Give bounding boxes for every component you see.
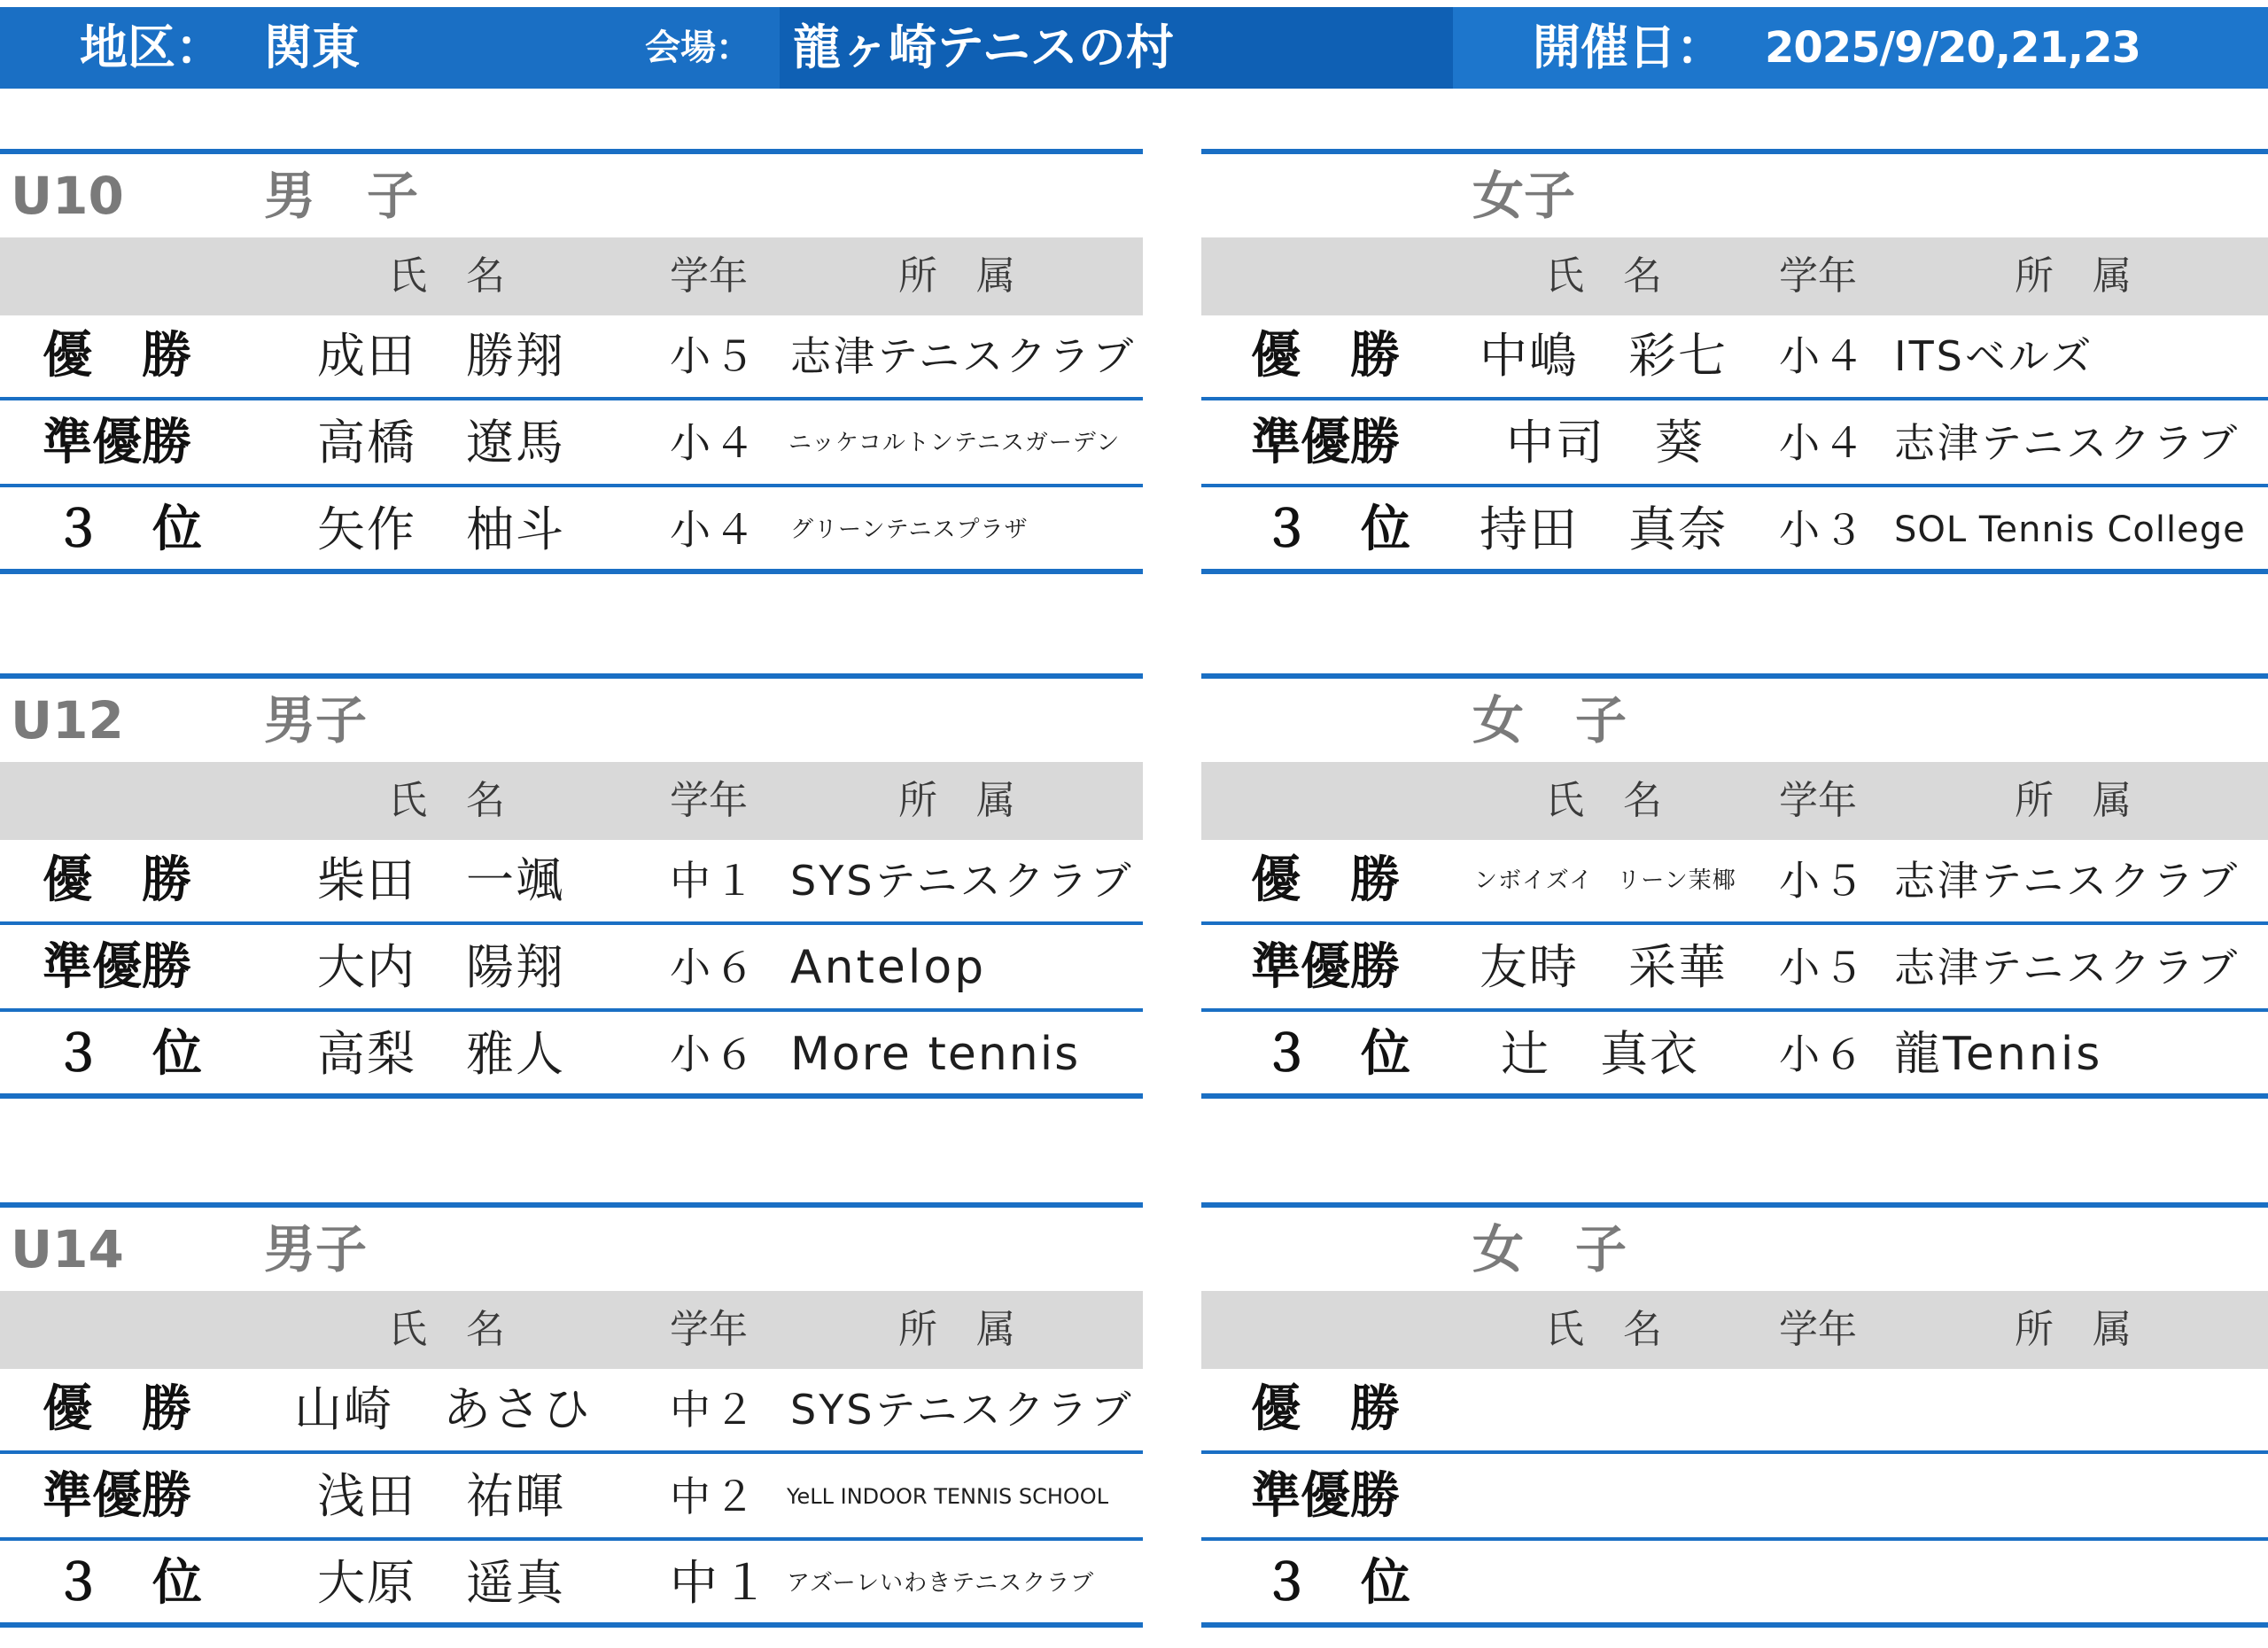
col-name: 氏 名	[388, 253, 505, 299]
col-club: 所 属	[2015, 778, 2132, 823]
header-bar	[0, 7, 2268, 89]
table-top-line	[0, 1202, 1143, 1208]
player-name: 持田 真奈	[1480, 501, 1728, 557]
player-name: 中司 葵	[1506, 415, 1705, 470]
rank-label: ３ 位	[53, 1025, 202, 1083]
rank-label: ３ 位	[1262, 1025, 1410, 1083]
col-grade: 学年	[1779, 253, 1857, 299]
player-grade: 小６	[1779, 1030, 1868, 1078]
row-divider	[0, 1093, 1143, 1099]
category-label: U10	[11, 166, 124, 226]
row-divider	[0, 484, 1143, 487]
column-header	[0, 1291, 1143, 1369]
row-divider	[1201, 1450, 2268, 1454]
table-row	[1201, 840, 2268, 925]
table-row	[0, 1543, 1143, 1628]
player-club: 志津テニスクラブ	[1894, 944, 2241, 991]
gender-title: 女子	[1472, 166, 1576, 226]
table-row	[1201, 315, 2268, 400]
player-grade: 小５	[1779, 944, 1868, 991]
table-row	[1201, 927, 2268, 1012]
player-club: ニッケコルトンテニスガーデン	[788, 430, 1121, 456]
row-divider	[0, 397, 1143, 400]
gender-title: 男子	[264, 690, 368, 750]
region-value: 関東	[264, 19, 360, 75]
rank-label: 準優勝	[1251, 938, 1400, 996]
player-club: ITSベルズ	[1894, 332, 2094, 380]
col-name: 氏 名	[388, 778, 505, 823]
table-row	[1201, 1456, 2268, 1541]
player-name: 山崎 あさひ	[294, 1381, 592, 1437]
player-grade: 小５	[1779, 857, 1868, 905]
row-divider	[1201, 921, 2268, 925]
table-top-line	[1201, 1202, 2268, 1208]
col-grade: 学年	[1779, 778, 1857, 823]
rank-label: 準優勝	[43, 1467, 191, 1525]
player-name: 浅田 祐暉	[317, 1468, 565, 1524]
u14-boys-table	[0, 1202, 1143, 1644]
date-label: 開催日：	[1533, 19, 1724, 75]
u10-boys-table	[0, 149, 1143, 590]
player-club: Antelop	[790, 941, 987, 994]
column-header	[0, 762, 1143, 840]
column-header	[1201, 762, 2268, 840]
table-top-line	[0, 149, 1143, 154]
row-divider	[0, 1008, 1143, 1012]
row-divider	[1201, 569, 2268, 574]
player-name: 中嶋 彩七	[1480, 328, 1728, 384]
rank-label: 優 勝	[43, 1380, 191, 1438]
u12-girls-table	[1201, 673, 2268, 1115]
player-grade: 中１	[670, 857, 758, 905]
player-club: グリーンテニスプラザ	[790, 517, 1029, 543]
table-row	[1201, 489, 2268, 574]
player-name: 柴田 一颯	[317, 852, 565, 908]
col-club: 所 属	[898, 253, 1015, 299]
u10-girls-table	[1201, 149, 2268, 590]
category-label: U14	[11, 1219, 124, 1279]
player-club: SYSテニスクラブ	[790, 857, 1134, 905]
table-row	[0, 927, 1143, 1012]
table-top-line	[0, 673, 1143, 679]
player-club: More tennis	[790, 1028, 1081, 1081]
category-label: U12	[11, 690, 124, 750]
player-name: 大内 陽翔	[317, 939, 565, 995]
player-name: 成田 勝翔	[317, 328, 565, 384]
player-club: 志津テニスクラブ	[1894, 419, 2241, 467]
col-name: 氏 名	[1545, 253, 1662, 299]
gender-title: 男子	[264, 1219, 368, 1279]
player-grade: 中１	[670, 1555, 773, 1611]
table-top-line	[1201, 149, 2268, 154]
rank-label: ３ 位	[53, 501, 202, 558]
row-divider	[0, 921, 1143, 925]
col-club: 所 属	[2015, 253, 2132, 299]
date-value: 2025/9/20,21,23	[1765, 23, 2140, 73]
player-club: YeLL INDOOR TENNIS SCHOOL	[787, 1484, 1109, 1509]
column-header	[0, 237, 1143, 315]
rank-label: 優 勝	[1251, 851, 1400, 909]
table-top-line	[1201, 673, 2268, 679]
player-name: 大原 遥真	[317, 1555, 565, 1611]
venue-label: 会場：	[645, 27, 751, 68]
col-grade: 学年	[1779, 1307, 1857, 1352]
row-divider	[1201, 1537, 2268, 1541]
rank-label: 優 勝	[43, 327, 191, 385]
player-name: 高梨 雅人	[317, 1026, 565, 1082]
player-grade: 中２	[670, 1386, 758, 1434]
u12-boys-table	[0, 673, 1143, 1115]
column-header	[1201, 237, 2268, 315]
table-row	[1201, 402, 2268, 487]
rank-label: 準優勝	[1251, 1467, 1400, 1525]
player-grade: 小３	[1779, 506, 1868, 554]
rank-label: ３ 位	[1262, 501, 1410, 558]
table-row	[0, 315, 1143, 400]
row-divider	[1201, 484, 2268, 487]
col-grade: 学年	[670, 1307, 748, 1352]
rank-label: 優 勝	[1251, 1380, 1400, 1438]
table-row	[0, 840, 1143, 925]
player-name: 高橋 遼馬	[317, 415, 565, 470]
table-row	[0, 1456, 1143, 1541]
row-divider	[0, 1450, 1143, 1454]
rank-label: 準優勝	[43, 938, 191, 996]
rank-label: ３ 位	[1262, 1554, 1410, 1612]
row-divider	[1201, 1093, 2268, 1099]
col-club: 所 属	[898, 778, 1015, 823]
rank-label: 優 勝	[43, 851, 191, 909]
player-grade: 中２	[670, 1473, 758, 1520]
table-row	[0, 1014, 1143, 1099]
player-grade: 小４	[1779, 419, 1868, 467]
player-club: 龍Tennis	[1894, 1028, 2103, 1081]
column-header	[1201, 1291, 2268, 1369]
player-club: アズーレいわきテニスクラブ	[787, 1570, 1095, 1597]
table-row	[1201, 1369, 2268, 1454]
col-grade: 学年	[670, 778, 748, 823]
u14-girls-table	[1201, 1202, 2268, 1644]
venue-value: 龍ヶ崎テニスの村	[793, 19, 1174, 75]
player-grade: 小５	[670, 332, 758, 380]
table-row	[0, 402, 1143, 487]
row-divider	[0, 569, 1143, 574]
player-club: 志津テニスクラブ	[790, 332, 1137, 380]
player-name: 辻 真衣	[1501, 1026, 1699, 1082]
player-name: 矢作 柚斗	[317, 501, 565, 557]
rank-label: ３ 位	[53, 1554, 202, 1612]
table-row	[0, 489, 1143, 574]
col-name: 氏 名	[1545, 1307, 1662, 1352]
col-grade: 学年	[670, 253, 748, 299]
player-club: SYSテニスクラブ	[790, 1386, 1134, 1434]
player-grade: 小６	[670, 1030, 758, 1078]
player-name: 友時 采華	[1480, 939, 1728, 995]
player-grade: 小４	[670, 506, 758, 554]
col-name: 氏 名	[388, 1307, 505, 1352]
row-divider	[0, 1537, 1143, 1541]
region-label: 地区：	[80, 19, 223, 75]
table-row	[0, 1369, 1143, 1454]
rank-label: 準優勝	[43, 414, 191, 471]
player-club: SOL Tennis College	[1894, 509, 2246, 550]
row-divider	[1201, 1008, 2268, 1012]
gender-title: 女 子	[1472, 690, 1627, 750]
table-row	[1201, 1543, 2268, 1628]
player-grade: 小４	[670, 419, 758, 467]
rank-label: 準優勝	[1251, 414, 1400, 471]
player-name: ンボイズイ リーン茉椰	[1474, 867, 1736, 894]
player-grade: 小４	[1779, 332, 1868, 380]
rank-label: 優 勝	[1251, 327, 1400, 385]
gender-title: 男 子	[264, 166, 419, 226]
row-divider	[1201, 397, 2268, 400]
col-name: 氏 名	[1545, 778, 1662, 823]
row-divider	[1201, 1622, 2268, 1628]
col-club: 所 属	[898, 1307, 1015, 1352]
row-divider	[0, 1622, 1143, 1628]
player-club: 志津テニスクラブ	[1894, 857, 2241, 905]
table-row	[1201, 1014, 2268, 1099]
gender-title: 女 子	[1472, 1219, 1627, 1279]
col-club: 所 属	[2015, 1307, 2132, 1352]
player-grade: 小６	[670, 944, 758, 991]
